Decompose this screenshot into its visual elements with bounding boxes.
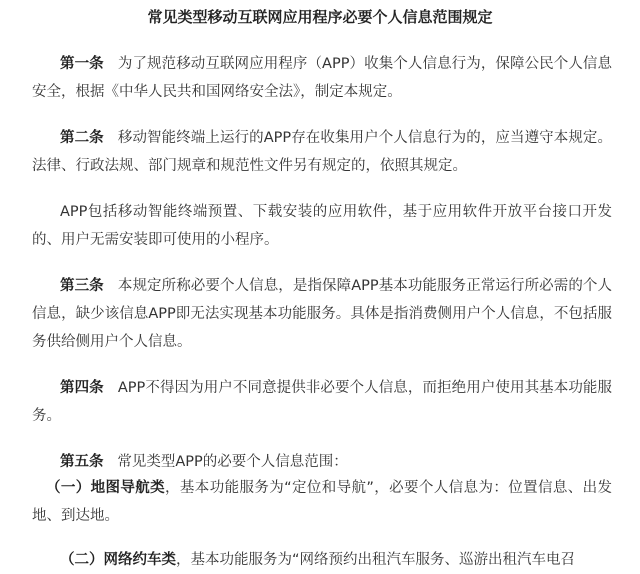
article-5-item-2-text: ，基本功能服务为“网络预约出租汽车服务、巡游出租汽车电召 [176,552,576,568]
article-1 [32,50,612,106]
article-2 [32,124,612,180]
article-5-number: 第五条 [60,454,104,470]
article-2-text: 移动智能终端上运行的APP存在收集用户个人信息行为的，应当遵守本规定。法律、行政法规、部门规章和规范性文件另有规定的，依照其规定。 [32,130,613,174]
article-5-item-1 [32,474,612,530]
article-4-number: 第四条 [60,380,104,396]
article-3 [32,272,612,356]
article-4-text: APP不得因为用户不同意提供非必要个人信息，而拒绝用户使用其基本功能服务。 [32,380,613,424]
article-3-number: 第三条 [60,278,104,294]
article-1-text: 为了规范移动互联网应用程序（APP）收集个人信息行为，保障公民个人信息安全，根据《中华人民共和国网络安全法》，制定本规定。 [32,56,613,100]
document-title: 常见类型移动互联网应用程序必要个人信息范围规定 [147,8,493,26]
article-4 [32,374,612,430]
article-5-item-2-title: （二）网络约车类 [60,552,176,568]
article-2-number: 第二条 [60,130,104,146]
article-3-text: 本规定所称必要个人信息，是指保障APP基本功能服务正常运行所必需的个人信息，缺少该信息APP即无法实现基本功能服务。具体是指消费侧用户个人信息，不包括服务供给侧用户个人信息。 [32,278,613,350]
article-5-item-1-title: （一）地图导航类 [46,480,166,496]
article-2-paragraph-2-text: APP包括移动智能终端预置、下载安装的应用软件，基于应用软件开放平台接口开发的、用户无需安装即可使用的小程序。 [32,204,612,248]
article-5-item-2 [32,546,612,574]
article-5-item-1-text: ，基本功能服务为“定位和导航”，必要个人信息为：位置信息、出发地、到达地。 [32,480,612,524]
article-2-paragraph-2 [32,198,612,254]
article-5 [32,448,612,476]
article-5-text: 常见类型APP的必要个人信息范围： [117,454,348,470]
article-1-number: 第一条 [60,56,104,72]
